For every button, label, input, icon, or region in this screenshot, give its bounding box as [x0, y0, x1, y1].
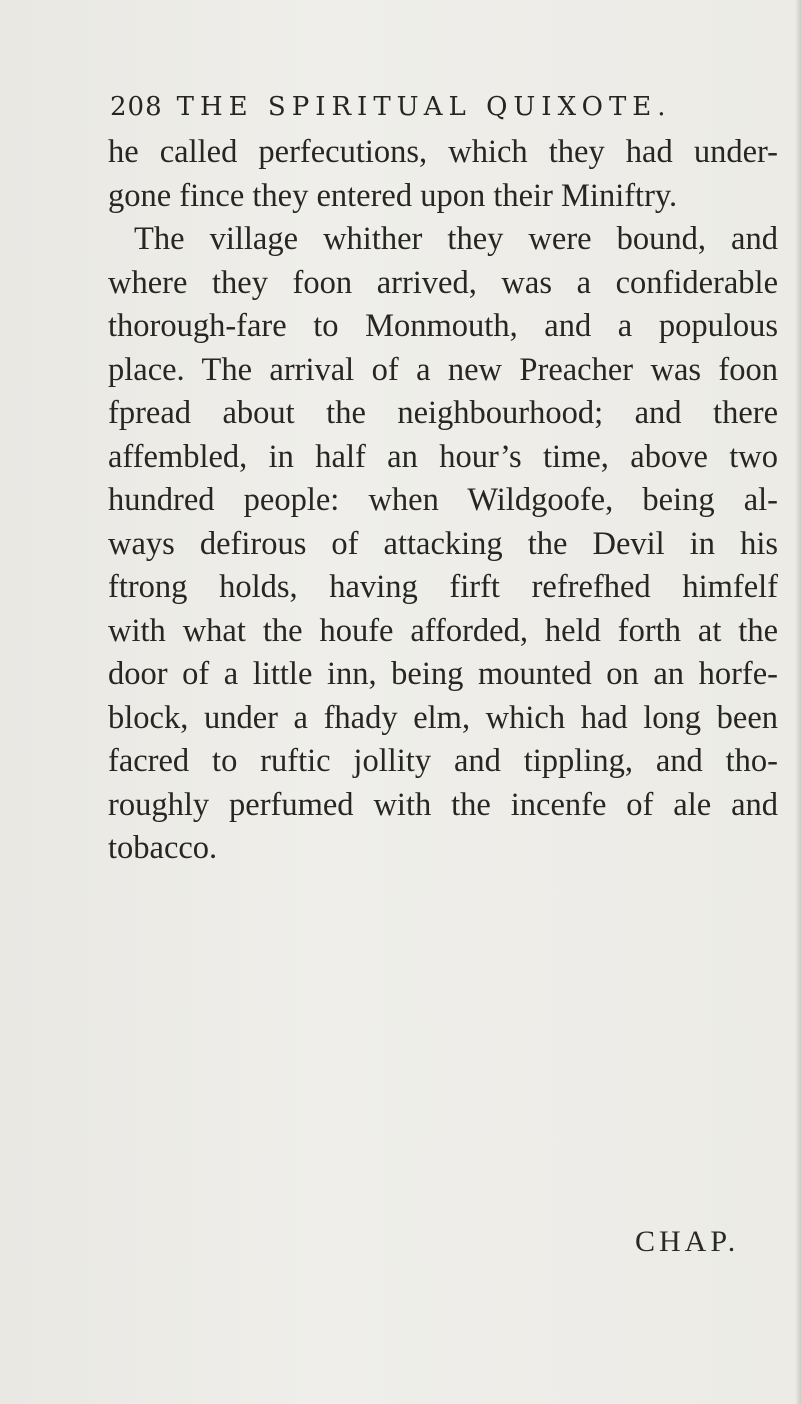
running-title: THE SPIRITUAL QUIXOTE. — [176, 92, 672, 122]
catchword: CHAP. — [635, 1225, 740, 1258]
text-line: facred to ruftic jollity and tippling, and tho- — [108, 743, 778, 779]
text-line: tobacco. — [108, 830, 218, 866]
text-line: place. The arrival of a new Preacher was foon — [108, 351, 778, 388]
text-line: block, under a fhady elm, which had long been — [108, 699, 778, 736]
text-line: affembled, in half an hour’s time, above two — [108, 438, 778, 475]
text-line: he called perfecutions, which they had under- — [108, 134, 778, 170]
text-line: ftrong holds, having firft refrefhed himfelf — [108, 569, 778, 605]
page-number: 208 — [110, 92, 163, 122]
text-line: hundred people: when Wildgoofe, being al- — [108, 482, 778, 518]
text-line: thorough-fare to Monmouth, and a populous — [108, 308, 778, 344]
text-line: fpread about the neighbourhood; and there — [108, 395, 778, 431]
page-edge-shadow — [795, 0, 801, 1404]
text-line: roughly perfumed with the incenfe of ale and — [108, 786, 778, 823]
text-line: with what the houfe afforded, held forth at the — [108, 612, 778, 649]
text-line: The village whither they were bound, and — [134, 221, 778, 257]
body-text — [108, 131, 778, 871]
text-line: door of a little inn, being mounted on an horfe- — [108, 656, 778, 692]
running-header — [110, 92, 672, 122]
text-line: where they foon arrived, was a confiderable — [108, 264, 778, 301]
text-line: ways defirous of attacking the Devil in his — [108, 525, 778, 562]
text-line: gone fince they entered upon their Miniftry. — [108, 177, 678, 214]
